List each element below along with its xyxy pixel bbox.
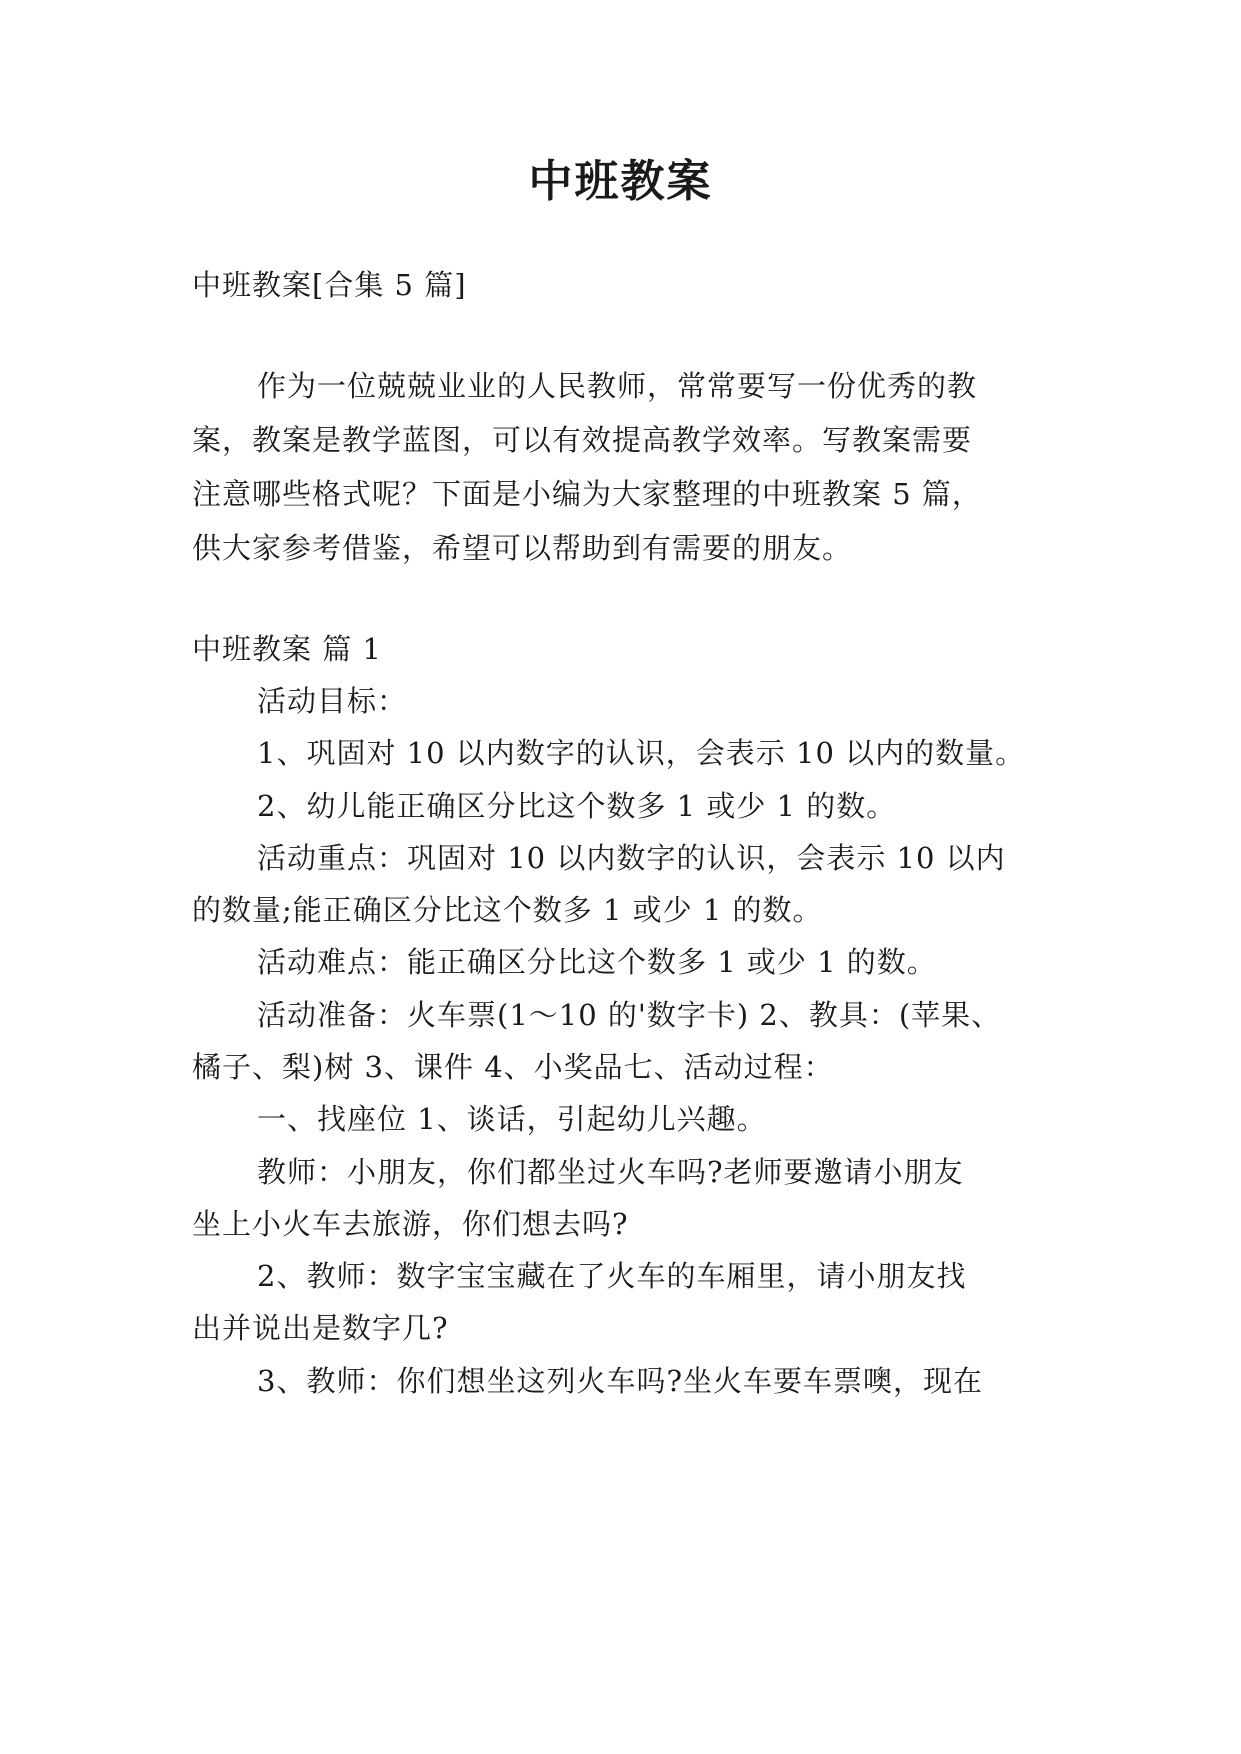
body-line-7: 活动准备：火车票(1～10 的'数字卡) 2、教具：(苹果、 xyxy=(257,998,1002,1032)
document-title: 中班教案 xyxy=(528,156,713,207)
body-line-14: 3、教师：你们想坐这列火车吗?坐火车要车票噢，现在 xyxy=(257,1364,983,1398)
body-line-13: 出并说出是数字几? xyxy=(192,1311,449,1345)
intro-line-2: 案，教案是教学蓝图，可以有效提高教学效率。写教案需要 xyxy=(192,423,973,457)
body-line-10: 教师：小朋友，你们都坐过火车吗?老师要邀请小朋友 xyxy=(257,1155,964,1189)
body-line-5: 的数量;能正确区分比这个数多 1 或少 1 的数。 xyxy=(192,893,823,927)
intro-line-3: 注意哪些格式呢？下面是小编为大家整理的中班教案 5 篇， xyxy=(192,477,982,511)
body-line-12: 2、教师：数字宝宝藏在了火车的车厢里，请小朋友找 xyxy=(257,1259,967,1293)
body-line-8: 橘子、梨)树 3、课件 4、小奖品七、活动过程： xyxy=(192,1050,834,1084)
document-subtitle: 中班教案[合集 5 篇] xyxy=(192,268,467,302)
body-line-1: 活动目标： xyxy=(257,684,408,718)
section-heading: 中班教案 篇 1 xyxy=(192,632,382,666)
body-line-4: 活动重点：巩固对 10 以内数字的认识，会表示 10 以内 xyxy=(257,841,1006,875)
body-line-6: 活动难点：能正确区分比这个数多 1 或少 1 的数。 xyxy=(257,945,937,979)
body-line-11: 坐上小火车去旅游，你们想去吗? xyxy=(192,1207,629,1241)
body-line-2: 1、巩固对 10 以内数字的认识，会表示 10 以内的数量。 xyxy=(257,736,1026,770)
body-line-3: 2、幼儿能正确区分比这个数多 1 或少 1 的数。 xyxy=(257,789,897,823)
intro-line-4: 供大家参考借鉴，希望可以帮助到有需要的朋友。 xyxy=(192,531,853,565)
body-line-9: 一、找座位 1、谈话，引起幼儿兴趣。 xyxy=(257,1102,767,1136)
intro-line-1: 作为一位兢兢业业的人民教师，常常要写一份优秀的教 xyxy=(257,369,978,403)
